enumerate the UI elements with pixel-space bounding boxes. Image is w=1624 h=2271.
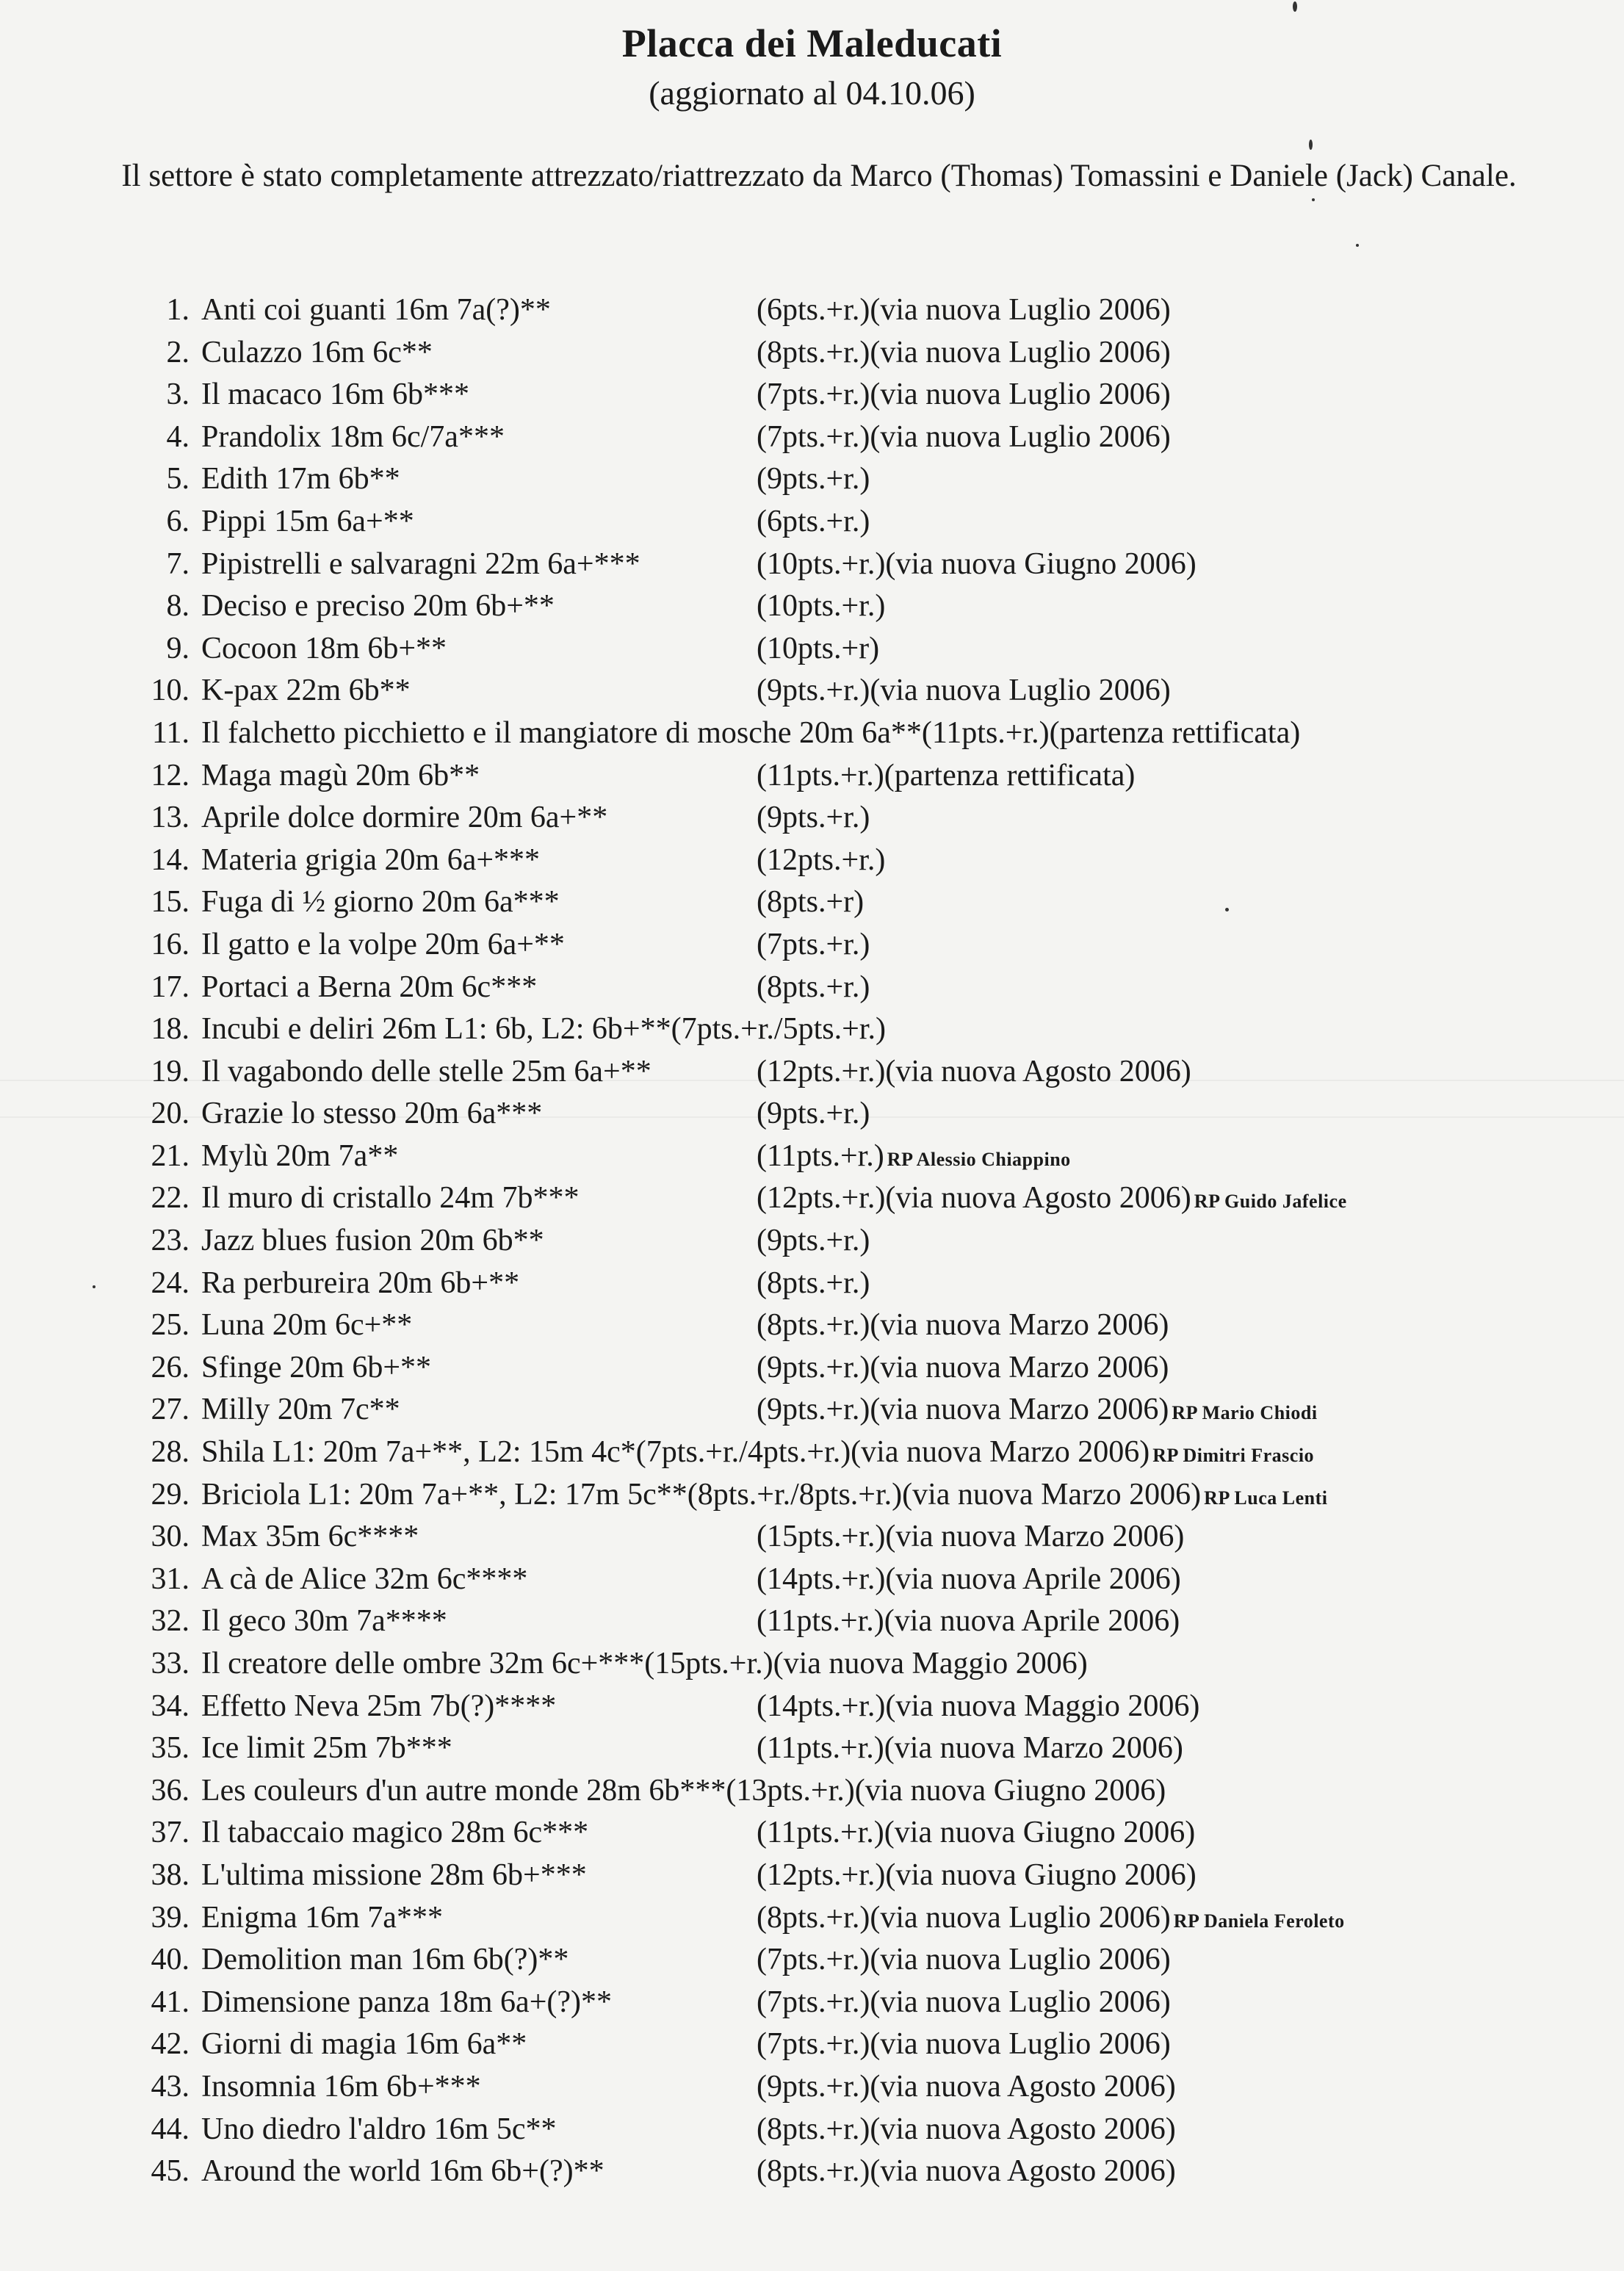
route-row (132, 416, 1601, 459)
route-row (132, 289, 1601, 332)
route-number: 13. (151, 801, 190, 835)
route-number: 44. (151, 2112, 190, 2146)
route-info: (11pts.+r.)(via nuova Marzo 2006) (757, 1731, 1183, 1766)
route-info: (9pts.+r.)(via nuova Luglio 2006) (757, 674, 1171, 708)
route-row (132, 1770, 1601, 1813)
route-number: 1. (166, 293, 190, 327)
route-row (132, 840, 1601, 882)
route-number: 39. (151, 1900, 190, 1935)
scan-speck (1356, 244, 1359, 247)
route-name: Cocoon 18m 6b+** (201, 631, 447, 665)
route-number: 29. (151, 1477, 190, 1512)
route-name: Maga magù 20m 6b** (201, 758, 480, 792)
route-info: (15pts.+r.)(via nuova Marzo 2006) (757, 1520, 1185, 1554)
route-row (132, 1008, 1601, 1051)
route-info: (12pts.+r.) (757, 842, 886, 877)
route-info: (8pts.+r.)(via nuova Agosto 2006) (757, 2154, 1176, 2189)
redpoint-credit: RP Mario Chiodi (1172, 1402, 1318, 1424)
route-number: 43. (151, 2069, 190, 2104)
route-row (132, 1389, 1601, 1431)
route-info: (11pts.+r.)(partenza rettificata) (921, 715, 1301, 750)
route-name: Sfinge 20m 6b+** (201, 1350, 432, 1384)
route-number: 15. (151, 885, 190, 920)
route-number: 21. (151, 1138, 190, 1173)
route-row (132, 1474, 1601, 1517)
route-name: Anti coi guanti 16m 7a(?)** (201, 293, 551, 327)
route-name: Luna 20m 6c+** (201, 1308, 413, 1343)
route-info: (9pts.+r.)(via nuova Agosto 2006) (757, 2069, 1176, 2104)
route-name: Milly 20m 7c** (201, 1393, 400, 1427)
intro-paragraph: Il settore è stato completamente attrezzato/riattrezzato da Marco (Thomas) Tomassini e Daniele (Jack) Canale. (121, 159, 1517, 193)
route-info: (8pts.+r) (757, 885, 865, 920)
route-row (132, 1263, 1601, 1305)
route-row (132, 332, 1601, 375)
route-name: Dimensione panza 18m 6a+(?)** (201, 1985, 613, 2019)
route-row (132, 458, 1601, 501)
route-row (132, 1812, 1601, 1855)
route-number: 9. (166, 631, 190, 665)
route-number: 3. (166, 378, 190, 412)
route-number: 31. (151, 1561, 190, 1596)
route-row (132, 1347, 1601, 1390)
route-row (132, 1304, 1601, 1347)
route-name: Uno diedro l'aldro 16m 5c** (201, 2112, 557, 2146)
route-info: (11pts.+r.)(partenza rettificata) (757, 758, 1136, 792)
route-name: Mylù 20m 7a** (201, 1138, 399, 1173)
route-row (132, 585, 1601, 628)
route-info: (12pts.+r.)(via nuova Giugno 2006) (757, 1857, 1197, 1892)
route-row (132, 1093, 1601, 1136)
route-info: (9pts.+r.) (757, 462, 870, 497)
route-number: 33. (151, 1647, 190, 1680)
route-row (132, 2109, 1601, 2151)
route-info: (13pts.+r.)(via nuova Giugno 2006) (726, 1773, 1166, 1808)
route-name: Giorni di magia 16m 6a** (201, 2027, 527, 2062)
route-name: Il tabaccaio magico 28m 6c*** (201, 1816, 589, 1850)
route-number: 14. (151, 842, 190, 877)
route-name: Briciola L1: 20m 7a+**, L2: 17m 5c** (201, 1477, 688, 1512)
route-number: 36. (151, 1773, 190, 1808)
route-info-group (636, 1435, 1314, 1469)
redpoint-credit: RP Luca Lenti (1204, 1487, 1328, 1509)
route-number: 38. (151, 1857, 190, 1892)
route-row (132, 1431, 1601, 1474)
route-number: 16. (151, 927, 190, 961)
route-name: Pippi 15m 6a+** (201, 504, 414, 538)
route-info-group (757, 1136, 1071, 1181)
route-info: (9pts.+r.) (757, 801, 870, 835)
route-info: (12pts.+r.)(via nuova Agosto 2006) (757, 1181, 1191, 1216)
route-number: 41. (151, 1985, 190, 2019)
route-info: (8pts.+r.)(via nuova Luglio 2006) (757, 1900, 1171, 1935)
route-row (132, 1982, 1601, 2024)
route-name: Max 35m 6c**** (201, 1520, 419, 1554)
route-name: Il geco 30m 7a**** (201, 1604, 447, 1639)
route-number: 28. (151, 1435, 190, 1470)
route-name: Edith 17m 6b** (201, 462, 400, 497)
route-name: A cà de Alice 32m 6c**** (201, 1561, 528, 1596)
route-number: 24. (151, 1266, 190, 1300)
route-number: 42. (151, 2027, 190, 2062)
route-name: Culazzo 16m 6c** (201, 335, 433, 369)
route-number: 2. (166, 335, 190, 369)
route-info: (8pts.+r.) (757, 970, 870, 1004)
route-info: (7pts.+r.)(via nuova Luglio 2006) (757, 2027, 1171, 2062)
route-name: Effetto Neva 25m 7b(?)**** (201, 1689, 557, 1723)
route-info: (7pts.+r.)(via nuova Luglio 2006) (757, 419, 1171, 454)
route-number: 23. (151, 1224, 190, 1258)
route-row (132, 2151, 1601, 2193)
route-info: (8pts.+r.)(via nuova Luglio 2006) (757, 335, 1171, 369)
redpoint-credit: RP Guido Jafelice (1194, 1191, 1347, 1213)
route-row (132, 1220, 1601, 1263)
route-info: (11pts.+r.) (757, 1138, 884, 1173)
route-name: Fuga di ½ giorno 20m 6a*** (201, 885, 560, 920)
route-row (132, 628, 1601, 671)
route-number: 30. (151, 1520, 190, 1554)
route-info: (11pts.+r.)(via nuova Giugno 2006) (757, 1816, 1196, 1850)
route-name: Enigma 16m 7a*** (201, 1900, 443, 1935)
route-row (132, 755, 1601, 798)
route-info: (12pts.+r.)(via nuova Agosto 2006) (757, 1054, 1191, 1088)
route-number: 27. (151, 1393, 190, 1427)
route-row (132, 1516, 1601, 1559)
route-info: (7pts.+r./4pts.+r.)(via nuova Marzo 2006) (635, 1435, 1150, 1470)
route-name: Portaci a Berna 20m 6c*** (201, 970, 538, 1004)
route-name: Il creatore delle ombre 32m 6c+*** (201, 1647, 645, 1680)
route-name: Shila L1: 20m 7a+**, L2: 15m 4c* (201, 1435, 636, 1470)
route-name: Il macaco 16m 6b*** (201, 378, 470, 412)
route-info: (8pts.+r.) (757, 1266, 870, 1300)
route-list (132, 289, 1601, 2193)
route-info: (14pts.+r.)(via nuova Maggio 2006) (757, 1689, 1200, 1723)
route-name: Prandolix 18m 6c/7a*** (201, 419, 505, 454)
scan-speck (1293, 1, 1297, 12)
route-name: Pipistrelli e salvaragni 22m 6a+*** (201, 546, 640, 581)
route-name: Grazie lo stesso 20m 6a*** (201, 1097, 543, 1131)
route-name: K-pax 22m 6b** (201, 674, 411, 708)
redpoint-credit: RP Daniela Feroleto (1173, 1910, 1345, 1932)
route-name: L'ultima missione 28m 6b+*** (201, 1857, 587, 1892)
route-number: 45. (151, 2154, 190, 2189)
route-info-group (688, 1478, 1328, 1512)
route-row (132, 1643, 1601, 1686)
route-row (132, 881, 1601, 924)
route-name: Insomnia 16m 6b+*** (201, 2069, 481, 2104)
route-info: (7pts.+r.) (757, 927, 870, 961)
route-info: (8pts.+r.)(via nuova Marzo 2006) (757, 1308, 1169, 1343)
route-name: Les couleurs d'un autre monde 28m 6b*** (201, 1773, 726, 1808)
route-number: 8. (166, 589, 190, 624)
route-info: (9pts.+r.) (757, 1224, 870, 1258)
route-number: 35. (151, 1731, 190, 1766)
page-title: Placca dei Maleducati (621, 21, 1003, 65)
route-row (132, 670, 1601, 712)
route-name: Il gatto e la volpe 20m 6a+** (201, 927, 565, 961)
route-info: (10pts.+r.) (757, 589, 886, 624)
route-row (132, 2023, 1601, 2066)
route-number: 11. (152, 715, 190, 750)
route-name: Aprile dolce dormire 20m 6a+** (201, 801, 608, 835)
route-info: (10pts.+r) (757, 631, 880, 665)
route-info: (8pts.+r./8pts.+r.)(via nuova Marzo 2006) (687, 1477, 1202, 1512)
route-info-group (757, 1177, 1347, 1223)
route-name: Materia grigia 20m 6a+*** (201, 842, 541, 877)
route-row (132, 1559, 1601, 1601)
route-row (132, 1177, 1601, 1220)
route-number: 12. (151, 758, 190, 792)
route-number: 18. (151, 1012, 190, 1047)
route-info: (7pts.+r.)(via nuova Luglio 2006) (757, 1943, 1171, 1977)
route-info: (9pts.+r.)(via nuova Marzo 2006) (757, 1350, 1169, 1384)
route-info: (7pts.+r.)(via nuova Luglio 2006) (757, 1985, 1171, 2019)
route-number: 40. (151, 1943, 190, 1977)
scan-speck (1309, 140, 1313, 150)
route-info: (8pts.+r.)(via nuova Agosto 2006) (757, 2112, 1176, 2146)
route-row (132, 2066, 1601, 2109)
update-date: (aggiornato al 04.10.06) (649, 74, 975, 112)
route-row (132, 1686, 1601, 1728)
route-row (132, 1855, 1601, 1897)
route-row (132, 1600, 1601, 1643)
route-number: 7. (166, 546, 190, 581)
route-number: 32. (151, 1604, 190, 1639)
route-number: 25. (151, 1308, 190, 1343)
scan-speck (93, 1285, 95, 1288)
route-info: (11pts.+r.)(via nuova Aprile 2006) (757, 1604, 1180, 1639)
scan-speck (1312, 198, 1315, 201)
route-row (132, 1727, 1601, 1770)
route-number: 5. (166, 462, 190, 497)
route-name: Ice limit 25m 7b*** (201, 1731, 452, 1766)
route-row (132, 544, 1601, 586)
route-name: Deciso e preciso 20m 6b+** (201, 589, 555, 624)
route-row (132, 712, 1601, 755)
redpoint-credit: RP Alessio Chiappino (887, 1148, 1071, 1170)
route-info: (9pts.+r.)(via nuova Marzo 2006) (757, 1393, 1169, 1427)
route-name: Il muro di cristallo 24m 7b*** (201, 1181, 580, 1216)
route-name: Incubi e deliri 26m L1: 6b, L2: 6b+** (201, 1012, 671, 1047)
route-row (132, 1939, 1601, 1982)
route-name: Il vagabondo delle stelle 25m 6a+** (201, 1054, 652, 1088)
route-row (132, 1136, 1601, 1178)
route-row (132, 924, 1601, 967)
route-row (132, 374, 1601, 416)
route-name: Jazz blues fusion 20m 6b** (201, 1224, 544, 1258)
route-row (132, 797, 1601, 840)
route-number: 10. (151, 674, 190, 708)
route-name: Demolition man 16m 6b(?)** (201, 1943, 569, 1977)
route-number: 6. (166, 504, 190, 538)
route-number: 19. (151, 1054, 190, 1088)
route-info-group (757, 1897, 1345, 1943)
route-info: (14pts.+r.)(via nuova Aprile 2006) (757, 1561, 1181, 1596)
route-number: 4. (166, 419, 190, 454)
route-row (132, 501, 1601, 544)
route-info: (6pts.+r.)(via nuova Luglio 2006) (757, 293, 1171, 327)
route-number: 37. (151, 1816, 190, 1850)
route-info: (9pts.+r.) (757, 1097, 870, 1131)
route-row (132, 967, 1601, 1009)
route-info: (10pts.+r.)(via nuova Giugno 2006) (757, 546, 1197, 581)
route-number: 22. (151, 1181, 190, 1216)
route-name: Around the world 16m 6b+(?)** (201, 2154, 605, 2189)
route-row (132, 1897, 1601, 1940)
route-info: (6pts.+r.) (757, 504, 870, 538)
route-info: (7pts.+r./5pts.+r.) (671, 1012, 886, 1047)
route-number: 26. (151, 1350, 190, 1384)
route-name: Ra perbureira 20m 6b+** (201, 1266, 520, 1300)
route-number: 34. (151, 1689, 190, 1723)
route-number: 17. (151, 970, 190, 1004)
redpoint-credit: RP Dimitri Frascio (1152, 1445, 1315, 1467)
route-number: 20. (151, 1097, 190, 1131)
route-info: (7pts.+r.)(via nuova Luglio 2006) (757, 378, 1171, 412)
route-info-group (757, 1389, 1318, 1434)
route-info: (15pts.+r.)(via nuova Maggio 2006) (644, 1647, 1088, 1680)
route-name: Il falchetto picchietto e il mangiatore di mosche 20m 6a** (201, 715, 922, 750)
route-row (132, 1051, 1601, 1094)
